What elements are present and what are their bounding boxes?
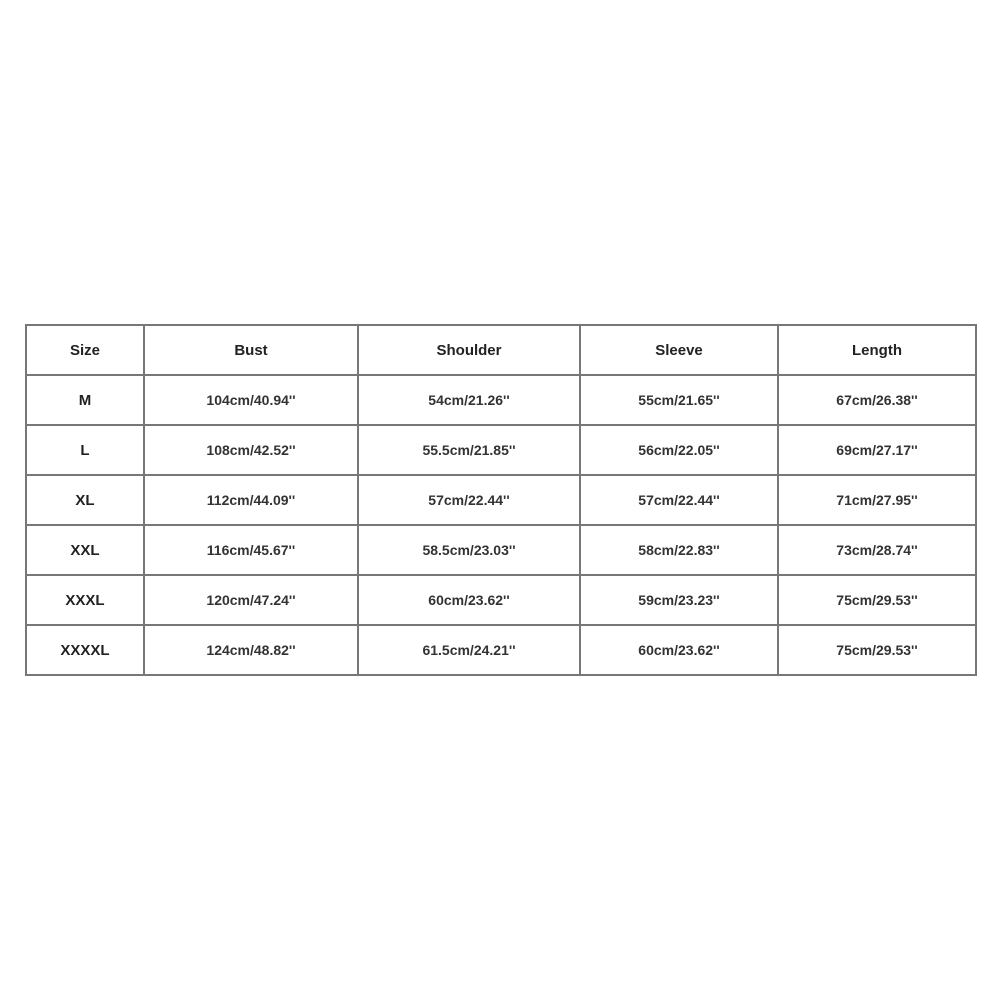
table-header-row [26,325,976,375]
shoulder-cell: 60cm/23.62'' [358,575,580,625]
sleeve-cell: 56cm/22.05'' [580,425,778,475]
header-length: Length [778,325,976,375]
header-size: Size [26,325,144,375]
header-shoulder: Shoulder [358,325,580,375]
header-sleeve: Sleeve [580,325,778,375]
bust-cell: 120cm/47.24'' [144,575,358,625]
table-row [26,575,976,625]
size-cell: L [26,425,144,475]
sleeve-cell: 58cm/22.83'' [580,525,778,575]
sleeve-cell: 55cm/21.65'' [580,375,778,425]
length-cell: 67cm/26.38'' [778,375,976,425]
sleeve-cell: 60cm/23.62'' [580,625,778,675]
shoulder-cell: 57cm/22.44'' [358,475,580,525]
length-cell: 69cm/27.17'' [778,425,976,475]
size-cell: XXXXL [26,625,144,675]
size-cell: XXL [26,525,144,575]
size-cell: M [26,375,144,425]
table-row [26,525,976,575]
bust-cell: 116cm/45.67'' [144,525,358,575]
size-cell: XL [26,475,144,525]
size-chart-table [25,324,977,676]
length-cell: 71cm/27.95'' [778,475,976,525]
header-bust: Bust [144,325,358,375]
bust-cell: 112cm/44.09'' [144,475,358,525]
length-cell: 75cm/29.53'' [778,575,976,625]
sleeve-cell: 59cm/23.23'' [580,575,778,625]
shoulder-cell: 61.5cm/24.21'' [358,625,580,675]
size-cell: XXXL [26,575,144,625]
bust-cell: 108cm/42.52'' [144,425,358,475]
length-cell: 75cm/29.53'' [778,625,976,675]
table-row [26,425,976,475]
shoulder-cell: 54cm/21.26'' [358,375,580,425]
sleeve-cell: 57cm/22.44'' [580,475,778,525]
bust-cell: 104cm/40.94'' [144,375,358,425]
shoulder-cell: 58.5cm/23.03'' [358,525,580,575]
shoulder-cell: 55.5cm/21.85'' [358,425,580,475]
length-cell: 73cm/28.74'' [778,525,976,575]
table-row [26,475,976,525]
table-row [26,625,976,675]
bust-cell: 124cm/48.82'' [144,625,358,675]
table-row [26,375,976,425]
